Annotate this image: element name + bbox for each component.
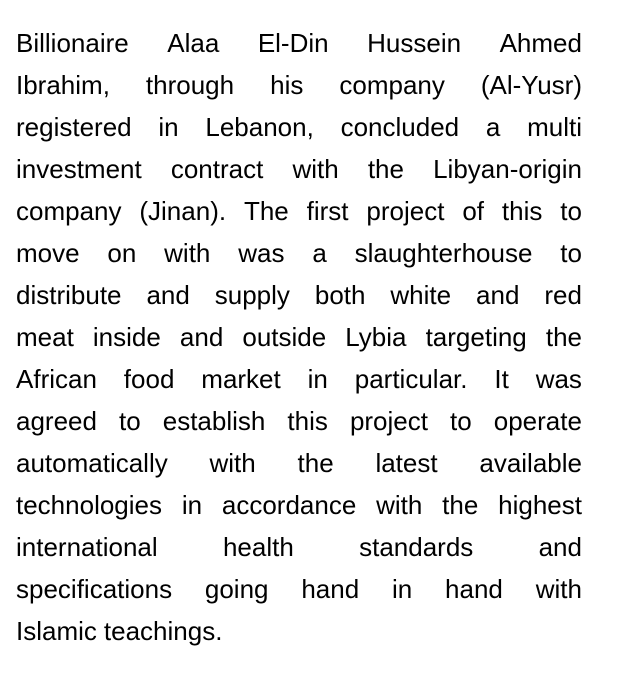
word: to (450, 406, 472, 436)
word: with (164, 238, 211, 268)
word: of (462, 196, 485, 226)
word: specifications (16, 574, 173, 604)
word: company (339, 70, 445, 100)
word: inside (92, 322, 161, 352)
word: in (391, 574, 413, 604)
word: hand (301, 574, 360, 604)
word: and (146, 280, 190, 310)
word: El-Din (257, 28, 329, 58)
word: the (442, 490, 479, 520)
word: contract (170, 154, 264, 184)
word: available (479, 448, 582, 478)
word: project (366, 196, 445, 226)
word: accordance (221, 490, 357, 520)
word: agreed (16, 406, 97, 436)
paragraph-line (16, 358, 582, 400)
word: teachings. (103, 616, 223, 646)
word: company (16, 196, 122, 226)
word: and (179, 322, 224, 352)
word: with (376, 490, 423, 520)
word: a (485, 112, 501, 142)
word: in (158, 112, 179, 142)
word: outside (242, 322, 327, 352)
word: project (349, 406, 428, 436)
word: Libyan-origin (433, 154, 582, 184)
word: with (209, 448, 256, 478)
paragraph-line (16, 568, 582, 610)
word: a (312, 238, 327, 268)
word: Alaa (167, 28, 220, 58)
word: operate (493, 406, 582, 436)
word: latest (375, 448, 438, 478)
word: his (270, 70, 304, 100)
word: on (107, 238, 137, 268)
word: multi (527, 112, 582, 142)
word: It (494, 364, 509, 394)
paragraph-line (16, 148, 582, 190)
word: this (287, 406, 328, 436)
word: move (16, 238, 80, 268)
word: targeting (425, 322, 527, 352)
word: meat (16, 322, 74, 352)
word: with (292, 154, 339, 184)
word: technologies (16, 490, 162, 520)
word: to (560, 196, 582, 226)
word: and (538, 532, 582, 562)
paragraph-line (16, 610, 582, 652)
word: first (306, 196, 349, 226)
word: investment (16, 154, 142, 184)
word: supply (214, 280, 290, 310)
word: in (181, 490, 203, 520)
paragraph-line (16, 22, 582, 64)
word: to (119, 406, 141, 436)
word: the (297, 448, 334, 478)
paragraph-line (16, 316, 582, 358)
word: international (16, 532, 158, 562)
word: to (560, 238, 582, 268)
word: (Al-Yusr) (480, 70, 582, 100)
word: automatically (16, 448, 168, 478)
word: Ahmed (499, 28, 582, 58)
word: red (544, 280, 582, 310)
paragraph-line (16, 64, 582, 106)
word: through (145, 70, 235, 100)
paragraph-line (16, 106, 582, 148)
word: in (307, 364, 328, 394)
word: was (535, 364, 582, 394)
paragraph-line (16, 232, 582, 274)
word: Islamic (16, 616, 97, 646)
word: and (476, 280, 520, 310)
word: was (238, 238, 285, 268)
paragraph-line (16, 442, 582, 484)
word: this (501, 196, 543, 226)
paragraph-line (16, 274, 582, 316)
paragraph-line (16, 484, 582, 526)
word: particular. (354, 364, 468, 394)
word: Lebanon, (205, 112, 314, 142)
body-paragraph (16, 22, 582, 652)
word: with (535, 574, 582, 604)
word: standards (359, 532, 474, 562)
word: slaughterhouse (354, 238, 533, 268)
word: market (201, 364, 281, 394)
word: hand (445, 574, 503, 604)
word: Lybia (345, 322, 407, 352)
word: both (314, 280, 366, 310)
word: (Jinan). (139, 196, 227, 226)
word: Billionaire (16, 28, 129, 58)
word: African (16, 364, 97, 394)
word: health (222, 532, 294, 562)
word: the (545, 322, 582, 352)
word: white (390, 280, 452, 310)
word: food (123, 364, 175, 394)
word: The (243, 196, 289, 226)
document-page (16, 22, 582, 652)
word: Hussein (367, 28, 462, 58)
word: concluded (340, 112, 460, 142)
word: establish (162, 406, 266, 436)
word: the (367, 154, 404, 184)
word: going (204, 574, 269, 604)
paragraph-line (16, 526, 582, 568)
word: Ibrahim, (16, 70, 110, 100)
word: highest (498, 490, 582, 520)
paragraph-line (16, 400, 582, 442)
word: registered (16, 112, 132, 142)
word: distribute (16, 280, 122, 310)
paragraph-line (16, 190, 582, 232)
